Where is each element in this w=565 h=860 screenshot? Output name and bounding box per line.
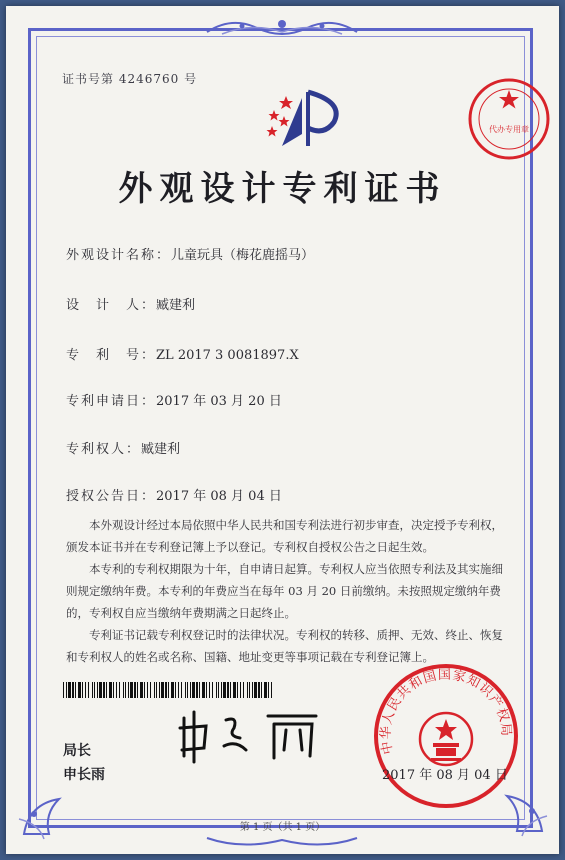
barcode-bar <box>209 682 210 698</box>
page-number: 第 1 页（共 1 页） <box>239 822 326 833</box>
barcode-bar <box>192 682 195 698</box>
barcode-bar <box>243 682 244 698</box>
barcode-bar <box>125 682 126 698</box>
barcode-bar <box>258 682 260 698</box>
certificate-number-suffix: 号 <box>184 72 198 86</box>
barcode-bar <box>249 682 250 698</box>
field-label: 设 计 人： <box>66 298 157 313</box>
barcode <box>63 682 273 698</box>
field-value: 2017 年 08 月 04 日 <box>156 489 282 504</box>
top-ornament <box>202 14 362 40</box>
field-label: 专 利 号： <box>66 348 157 363</box>
barcode-bar <box>212 682 213 698</box>
field-label: 授权公告日： <box>66 489 157 504</box>
body-paragraph: 专利证书记载专利权登记时的法律状况。专利权的转移、质押、无效、终止、恢复和专利权人的姓名或名称、国籍、地址变更等事项记载在专利登记簿上。 <box>66 628 503 664</box>
field-designer <box>66 294 195 313</box>
barcode-bar <box>103 682 105 698</box>
barcode-bar <box>156 682 157 698</box>
barcode-bar <box>99 682 102 698</box>
barcode-bar <box>113 682 114 698</box>
barcode-bar <box>123 682 124 698</box>
barcode-bar <box>165 682 167 698</box>
signature-role: 局长 <box>63 743 91 759</box>
field-label: 外观设计名称： <box>66 248 172 263</box>
barcode-bar <box>168 682 169 698</box>
barcode-bar <box>181 682 182 698</box>
barcode-bar <box>134 682 136 698</box>
barcode-bar <box>128 682 129 698</box>
certificate-title: 外观设计专利证书 <box>118 169 447 209</box>
field-value: 臧建利 <box>156 298 196 313</box>
barcode-bar <box>223 682 226 698</box>
barcode-bar <box>221 682 222 698</box>
certificate-body <box>66 514 506 668</box>
barcode-bar <box>240 682 241 698</box>
barcode-bar <box>196 682 198 698</box>
seal-text: 中华人民共和国国家知识产权局 <box>378 667 514 756</box>
field-patent-number <box>66 344 299 363</box>
barcode-bar <box>271 682 272 698</box>
issue-date: 2017 年 08 月 04 日 <box>382 768 508 783</box>
barcode-bar <box>254 682 257 698</box>
barcode-bar <box>190 682 191 698</box>
barcode-bar <box>233 682 236 698</box>
body-paragraph: 本外观设计经过本局依照中华人民共和国专利法进行初步审查，决定授予专利权，颁发本证书并在专利登记簿上予以登记。专利权自授权公告之日起生效。 <box>66 518 503 554</box>
barcode-bar <box>237 682 238 698</box>
field-label: 专利申请日： <box>66 394 157 409</box>
barcode-bar <box>75 682 76 698</box>
body-paragraph: 本专利的专利权期限为十年，自申请日起算。专利权人应当依照专利法及其实施细则规定缴纳年费。本专利的年费应当在每年 03 月 20 日前缴纳。未按照规定缴纳年费的，专利权自应当缴纳年费期满之日起终止。 <box>66 562 503 620</box>
handwritten-signature <box>176 706 326 766</box>
agency-stamp <box>466 76 552 162</box>
certificate-number <box>62 70 197 87</box>
barcode-bar <box>178 682 179 698</box>
agency-stamp-text: 代办专用章 <box>489 125 529 134</box>
barcode-bar <box>171 682 174 698</box>
bottom-center-ornament <box>202 832 362 852</box>
certificate-number-label: 证书号第 <box>62 72 115 86</box>
barcode-bar <box>92 682 93 698</box>
barcode-bar <box>154 682 155 698</box>
barcode-bar <box>187 682 188 698</box>
barcode-bar <box>130 682 133 698</box>
certificate-paper <box>6 6 559 854</box>
barcode-bar <box>218 682 219 698</box>
barcode-bar <box>247 682 248 698</box>
barcode-bar <box>144 682 145 698</box>
field-application-date <box>66 390 282 409</box>
field-grant-date <box>66 485 282 504</box>
barcode-bar <box>202 682 205 698</box>
barcode-bar <box>78 682 81 698</box>
barcode-bar <box>106 682 107 698</box>
barcode-bar <box>85 682 86 698</box>
barcode-bar <box>63 682 64 698</box>
barcode-bar <box>261 682 262 698</box>
field-patentee <box>66 438 180 457</box>
svg-text:中华人民共和国国家知识产权局 <box>378 668 514 756</box>
field-value: 2017 年 03 月 20 日 <box>156 394 282 409</box>
barcode-bar <box>68 682 71 698</box>
barcode-bar <box>252 682 253 698</box>
field-value: 儿童玩具（梅花鹿摇马） <box>171 248 315 263</box>
field-label: 专利权人： <box>66 442 142 457</box>
barcode-bar <box>230 682 231 698</box>
barcode-bar <box>161 682 164 698</box>
certificate-number-value: 4246760 <box>118 72 180 86</box>
barcode-bar <box>119 682 120 698</box>
barcode-bar <box>72 682 74 698</box>
barcode-bar <box>185 682 186 698</box>
field-design-name <box>66 244 314 263</box>
barcode-bar <box>137 682 138 698</box>
barcode-bar <box>94 682 95 698</box>
barcode-bar <box>199 682 200 698</box>
barcode-bar <box>88 682 89 698</box>
barcode-bar <box>175 682 176 698</box>
signature-name: 申长雨 <box>63 767 105 783</box>
barcode-bar <box>140 682 143 698</box>
barcode-bar <box>97 682 98 698</box>
field-value: 臧建利 <box>141 442 181 457</box>
field-value: ZL 2017 3 0081897.X <box>156 348 299 363</box>
barcode-bar <box>147 682 148 698</box>
patent-office-logo <box>264 88 344 150</box>
barcode-bar <box>216 682 217 698</box>
official-seal <box>371 661 521 815</box>
barcode-bar <box>227 682 229 698</box>
barcode-bar <box>66 682 67 698</box>
barcode-bar <box>150 682 151 698</box>
barcode-bar <box>116 682 117 698</box>
barcode-bar <box>109 682 112 698</box>
bottom-left-ornament <box>14 784 84 844</box>
barcode-bar <box>264 682 267 698</box>
barcode-bar <box>206 682 207 698</box>
barcode-bar <box>159 682 160 698</box>
barcode-bar <box>268 682 269 698</box>
barcode-bar <box>82 682 83 698</box>
